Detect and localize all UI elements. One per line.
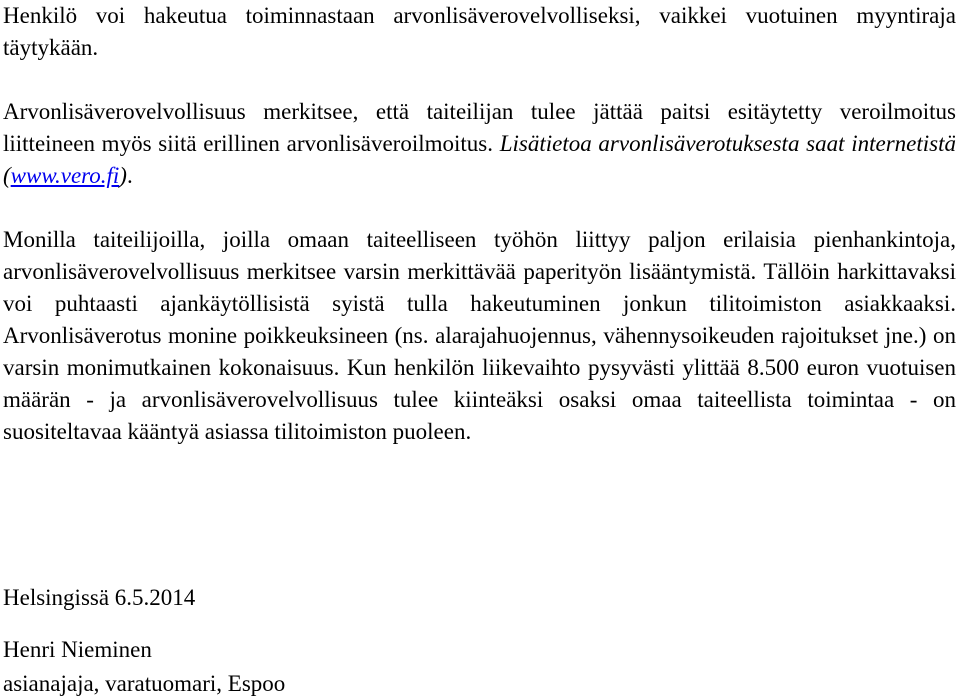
vero-fi-link[interactable]: www.vero.fi [10,163,120,188]
paragraph-voluntary-registration: Henkilö voi hakeutua toiminnastaan arvonlisäverovelvolliseksi, vaikkei vuotuinen myyntiraja täytykään. [3,3,956,60]
signature-place-date: Helsingissä 6.5.2014 [3,585,196,610]
more-info-close-paren: ) [119,163,127,188]
paragraph-vat-obligation [3,96,956,192]
paragraph-vat-obligation-end: . [126,163,133,188]
paragraph-accounting-advice: Monilla taiteilijoilla, joilla omaan taiteelliseen työhön liittyy paljon erilaisia pienhankintoja, arvonlisäverovelvollisuus merkitsee varsin merkittävää paperityön lisääntymistä. Tällöin harkittavaksi voi puhtaasti ajankäytöllisistä syistä tulla hakeutuminen jonkun tilitoimiston asiakkaaksi. Arvonlisäverotus monine poikkeuksineen (ns. alarajahuojennus, vähennysoikeuden rajoitukset jne.) on varsin monimutkainen kokonaisuus. Kun henkilön liikevaihto pysyvästi ylittää 8.500 euron vuotuisen määrän - ja arvonlisäverovelvollisuus tulee kiinteäksi osaksi omaa taiteellista toimintaa - on suositeltavaa kääntyä asiassa tilitoimiston puoleen. [3,227,956,444]
more-info-text: Lisätietoa arvonlisäverotuksesta saat internetistä ( [3,131,956,188]
signature-name: Henri Nieminen [3,637,152,662]
paragraph-vat-obligation-text: Arvonlisäverovelvollisuus merkitsee, että taiteilijan tulee jättää paitsi esitäytetty veroilmoitus liitteineen myös siitä erillinen arvonlisäveroilmoitus. [3,99,956,156]
signature-title: asianajaja, varatuomari, Espoo [3,671,286,696]
document-body [3,0,956,448]
